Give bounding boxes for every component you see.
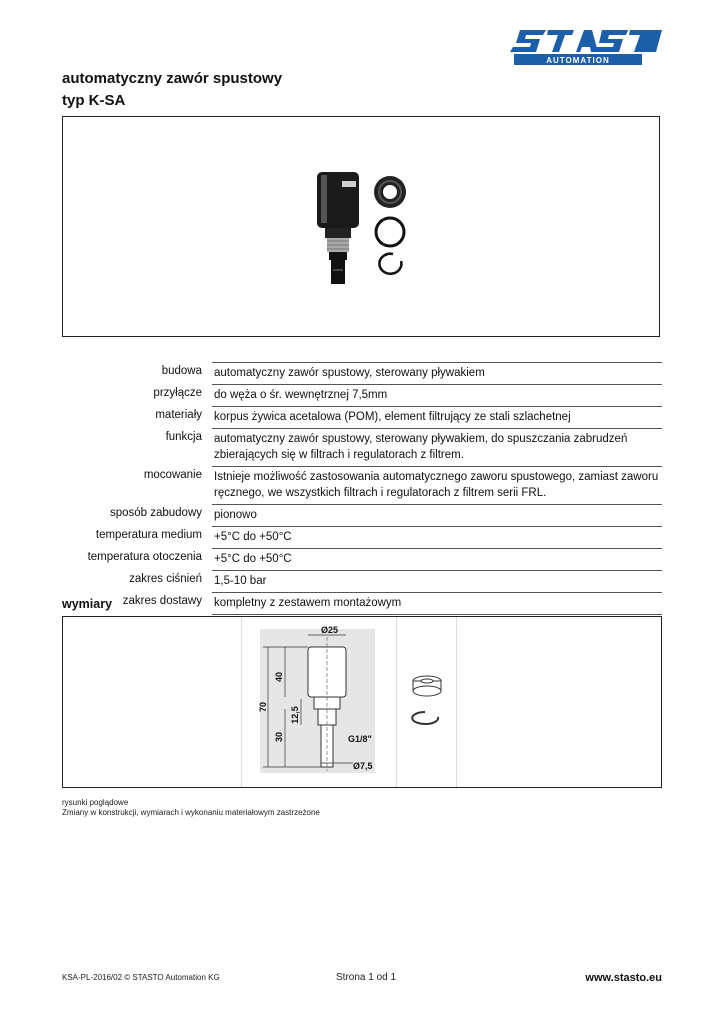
product-title: automatyczny zawór spustowy [62,70,283,87]
spec-row [165,428,662,466]
spec-value: do węża o śr. wewnętrznej 7,5mm [214,389,388,401]
spec-value: kompletny z zestawem montażowym [214,597,402,609]
dimension-height-70: 70 [258,701,268,713]
spec-value: pionowo [214,509,257,521]
spec-value: automatyczny zawór spustowy, sterowany pływakiem, do spuszczania zabrudzeń zbierających się w filtrach i regulatorach z filtrem. [214,433,628,461]
spec-row [143,466,662,504]
spec-label: budowa [161,365,202,377]
spec-row [153,384,662,406]
product-photo-frame [62,116,660,337]
spec-value: +5°C do +50°C [214,553,292,565]
note-changes: Zmiany w konstrukcji, wymiarach i wykonaniu materiałowym zastrzeżone [62,808,320,817]
dimension-height-30: 30 [274,731,284,743]
o-ring-image [376,218,404,246]
circlip-image [379,254,401,274]
gasket-drawing [413,676,441,696]
spec-row [95,526,662,548]
spec-label: funkcja [165,431,202,443]
spec-table [62,362,662,615]
spec-value: Istnieje możliwość zastosowania automatycznego zaworu spustowego, zamiast zaworu ręcznego, we wszystkich filtrach i regulatorach z filtrem serii FRL. [214,471,659,499]
dimension-thread: G1/8" [348,734,372,744]
dimension-height-12-5: 12,5 [290,706,300,724]
spec-label: temperatura medium [95,529,202,541]
note-illustrative: rysunki poglądowe [62,798,129,807]
dimension-diameter-25: Ø25 [321,625,339,635]
spec-value: korpus żywica acetalowa (POM), element filtrujący ze stali szlachetnej [214,411,571,423]
spec-label: sposób zabudowy [109,507,202,519]
dimension-drawing [63,617,661,787]
product-type: typ K-SA [62,92,126,109]
footer-document-id: KSA-PL-2016/02 © STASTO Automation KG [62,973,220,982]
spec-row [155,406,662,428]
dimensions-heading: wymiary [62,597,113,611]
spec-label: mocowanie [143,469,202,481]
valve-image [317,172,359,284]
spec-label: zakres ciśnień [129,573,202,585]
footer-page-number: Strona 1 od 1 [336,972,397,983]
gasket-image [374,176,406,208]
dimension-drawing-frame [62,616,662,788]
spec-label: przyłącze [153,387,202,399]
spec-label: temperatura otoczenia [87,551,202,563]
logo-subtitle: AUTOMATION [546,56,610,65]
circlip-drawing [412,712,438,724]
spec-row [87,548,662,570]
dimension-height-40: 40 [274,671,284,683]
dimension-diameter-7-5: Ø7,5 [353,761,373,771]
spec-value: automatyczny zawór spustowy, sterowany pływakiem [214,367,485,379]
footer-website-link[interactable]: www.stasto.eu [585,972,662,984]
spec-row [129,570,662,592]
spec-label: materiały [155,409,202,421]
spec-value: 1,5-10 bar [214,575,267,587]
spec-row [109,504,662,526]
spec-row [122,592,662,615]
product-photo [63,117,661,338]
spec-value: +5°C do +50°C [214,531,292,543]
spec-label: zakres dostawy [122,595,202,607]
stasto-logo [506,26,662,68]
spec-row [161,362,662,384]
